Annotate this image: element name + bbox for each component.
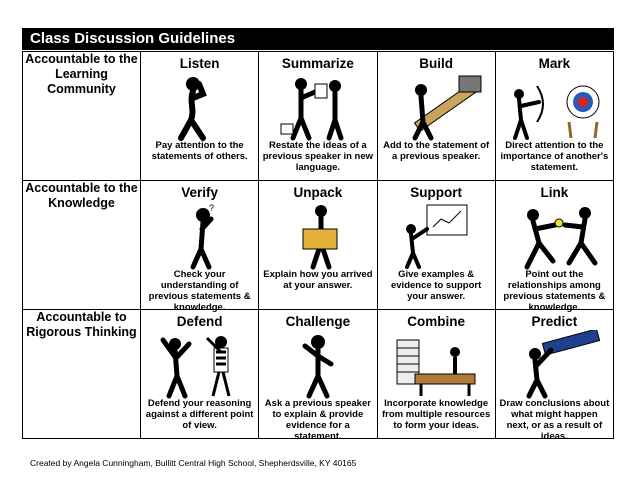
listening-figure-icon [145, 72, 255, 142]
guideline-description: Pay attention to the statements of others. [151, 140, 248, 162]
guideline-title: Combine [407, 314, 465, 329]
guideline-row [23, 52, 614, 181]
stacked-papers-desk-icon [381, 330, 491, 400]
guideline-description: Draw conclusions about what might happen next, or as a result of ideas. [499, 398, 610, 442]
guideline-title: Predict [531, 314, 578, 329]
thinking-figure-icon [145, 201, 255, 271]
referee-figures-icon [145, 330, 255, 400]
guideline-title: Defend [176, 314, 223, 329]
guideline-row [23, 310, 614, 439]
guideline-description: Ask a previous speaker to explain & provide evidence for a statement. [264, 398, 371, 442]
figures-with-paper-icon [263, 72, 373, 142]
guideline-cell-unpack [259, 181, 377, 310]
guideline-description: Give examples & evidence to support your answer. [390, 269, 482, 302]
presenter-board-icon [381, 201, 491, 271]
guideline-description: Incorporate knowledge from multiple resources to form your ideas. [382, 398, 491, 431]
page-title: Class Discussion Guidelines [22, 28, 614, 50]
guideline-title: Listen [179, 56, 220, 71]
guideline-cell-build [377, 52, 495, 181]
guideline-title: Summarize [281, 56, 354, 71]
guideline-cell-predict [495, 310, 613, 442]
telescope-figure-icon [499, 330, 609, 400]
guideline-title: Support [410, 185, 462, 200]
archer-target-icon [499, 72, 609, 142]
guideline-cell-defend [141, 310, 259, 439]
credit-footer: Created by Angela Cunningham, Bullitt Central High School, Shepherdsville, KY 40165 [30, 458, 357, 468]
guideline-cell-listen [141, 52, 259, 181]
guideline-description: Point out the relationships among previous statements & knowledge. [503, 269, 606, 313]
guideline-description: Explain how you arrived at your answer. [263, 269, 373, 291]
guideline-cell-support [377, 181, 495, 310]
row-header: Accountable to the Knowledge [23, 181, 141, 310]
guideline-title: Challenge [285, 314, 351, 329]
guideline-description: Check your understanding of previous statements & knowledge. [148, 269, 251, 313]
figure-with-box-icon [263, 201, 373, 271]
guideline-title: Link [540, 185, 569, 200]
guideline-title: Build [419, 56, 453, 71]
guideline-title: Mark [538, 56, 571, 71]
guideline-cell-link [495, 181, 613, 313]
guideline-cell-mark [495, 52, 613, 181]
row-header: Accountable to Rigorous Thinking [23, 310, 141, 439]
questioning-figure-icon [263, 330, 373, 400]
row-header: Accountable to the Learning Community [23, 52, 141, 181]
guideline-cell-combine [377, 310, 495, 439]
relay-runners-icon [499, 201, 609, 271]
guideline-title: Unpack [293, 185, 343, 200]
guidelines-grid [22, 51, 614, 442]
guideline-cell-summarize [259, 52, 377, 181]
guideline-title: Verify [181, 185, 219, 200]
svg-text:?: ? [208, 203, 214, 213]
hammer-figure-icon [381, 72, 491, 142]
guideline-cell-verify [141, 181, 259, 313]
guideline-description: Defend your reasoning against a different point of view. [145, 398, 254, 431]
guideline-description: Add to the statement of a previous speaker. [383, 140, 490, 162]
guideline-row [23, 181, 614, 310]
guideline-cell-challenge [259, 310, 377, 442]
guideline-description: Restate the ideas of a previous speaker in new language. [262, 140, 374, 173]
guideline-description: Direct attention to the importance of another's statement. [500, 140, 609, 173]
